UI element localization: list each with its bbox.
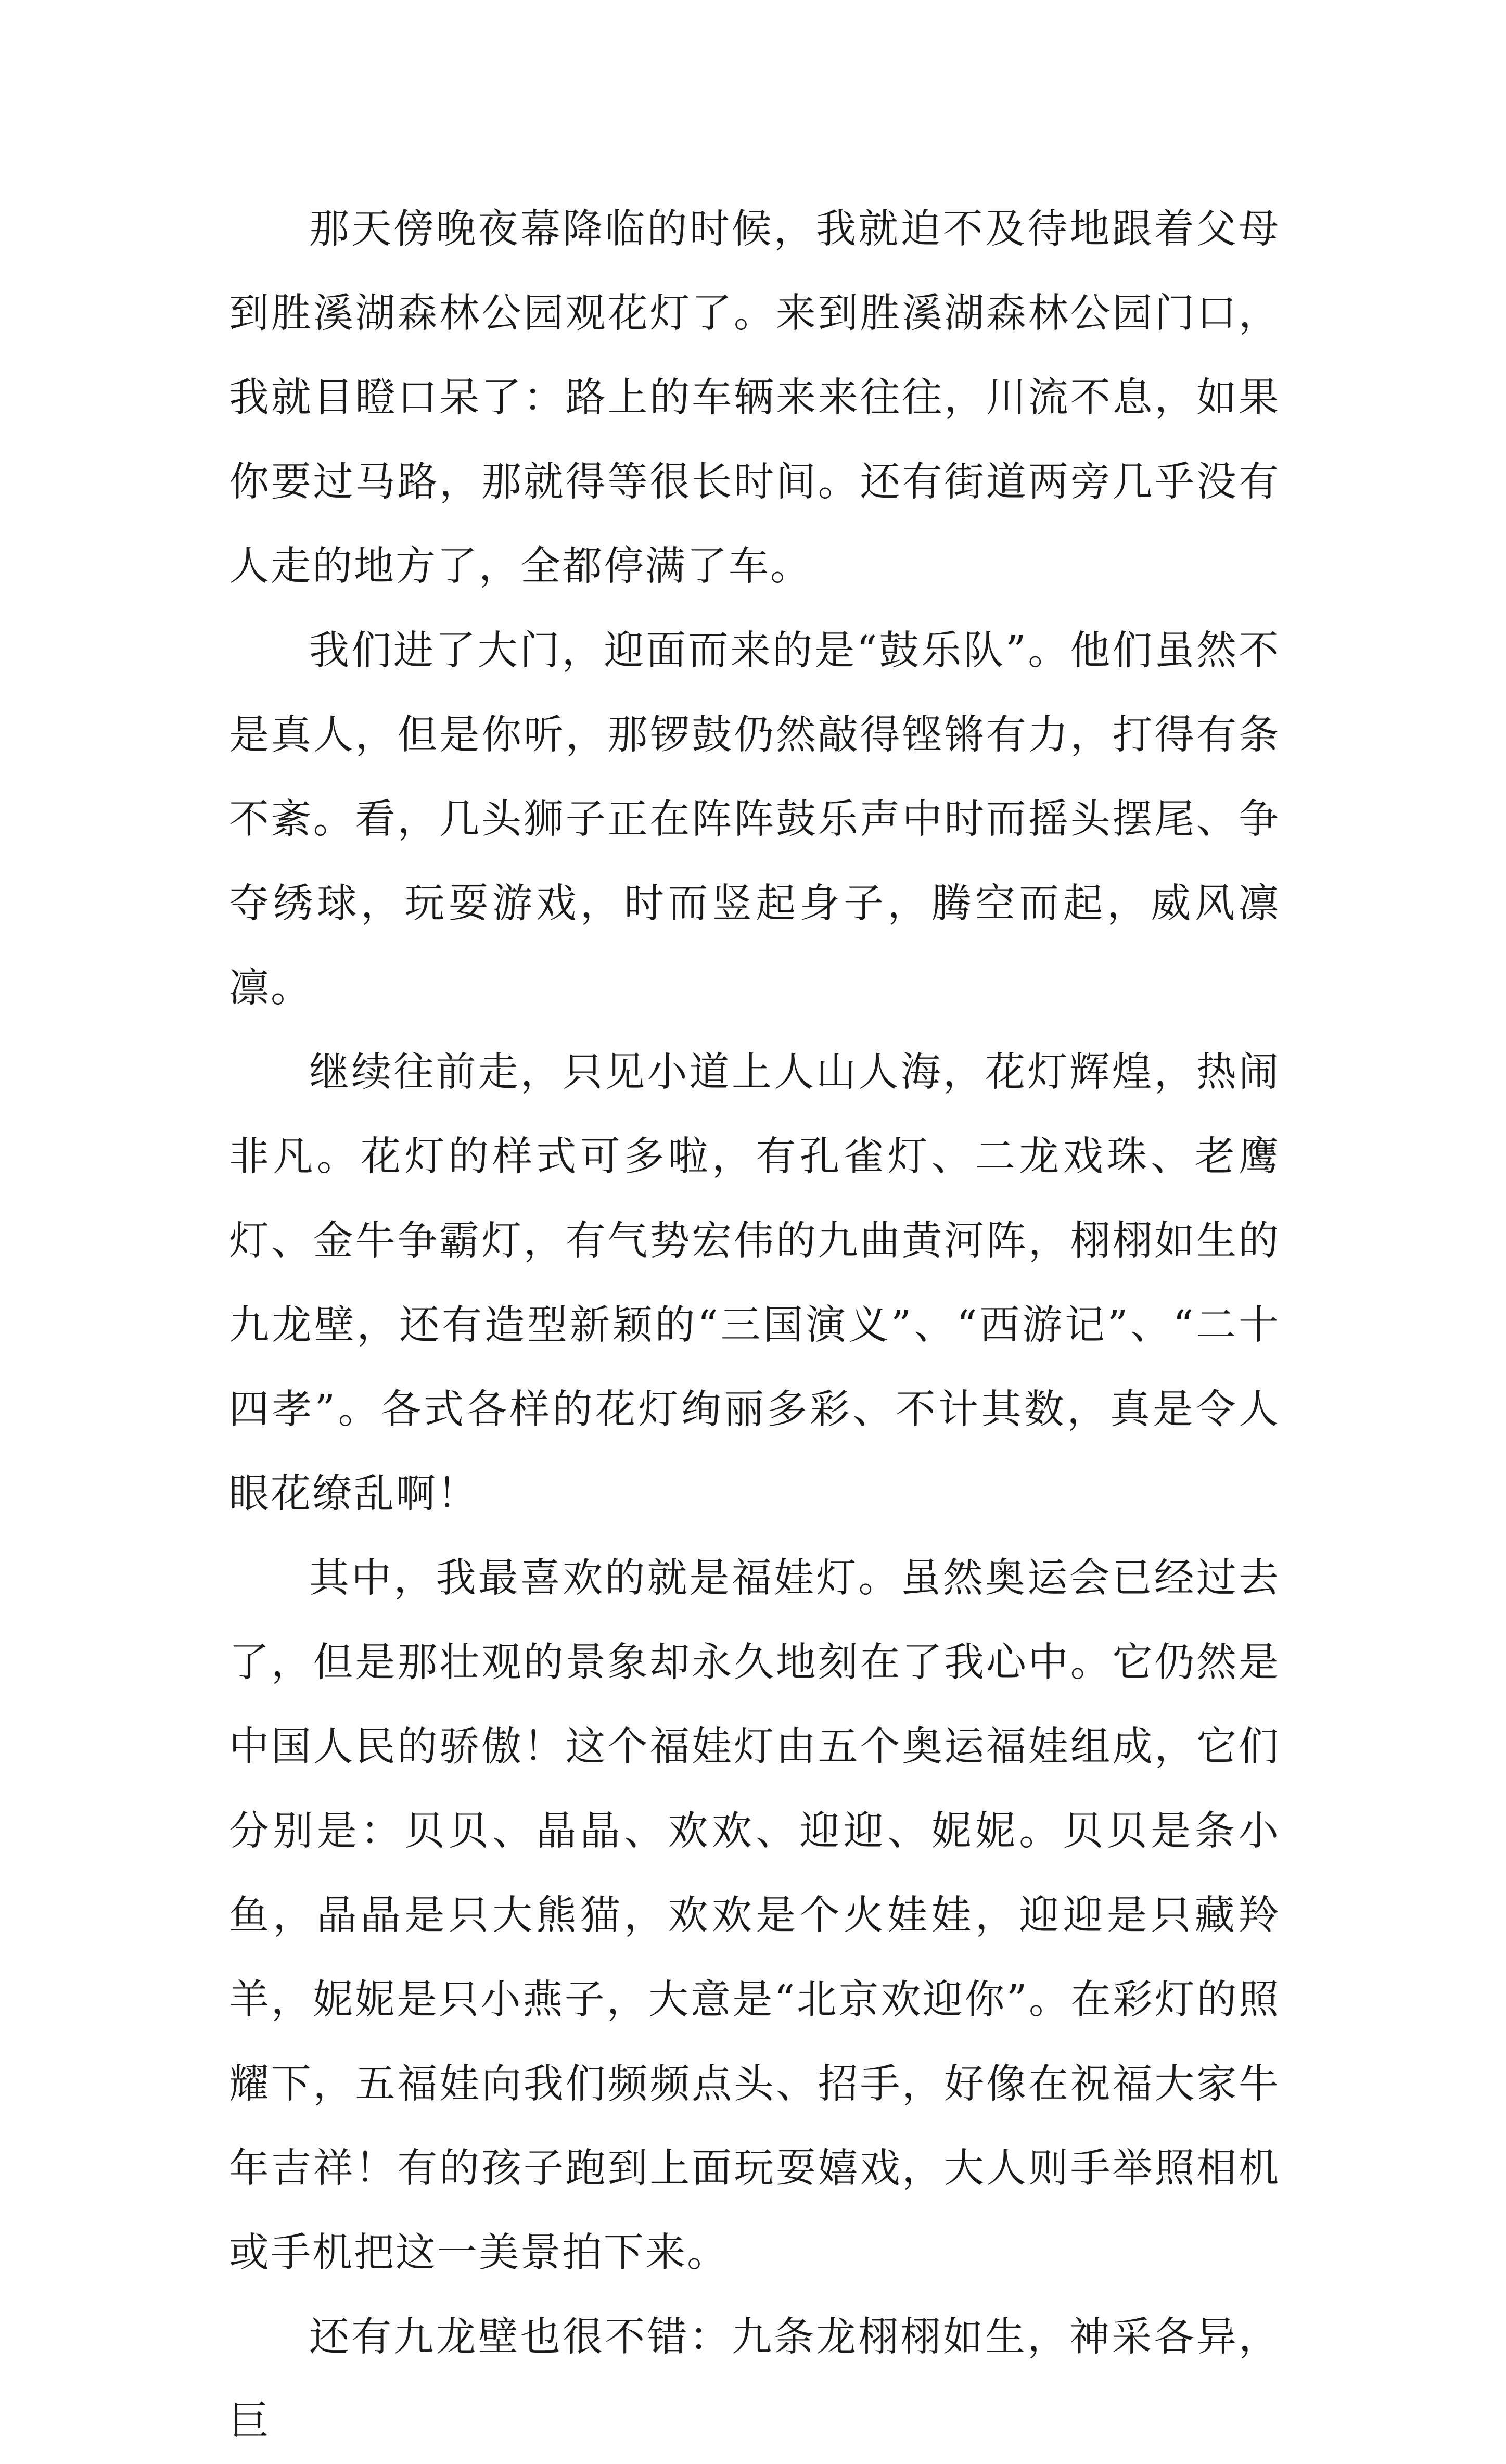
paragraph-1: 那天傍晚夜幕降临的时候，我就迫不及待地跟着父母到胜溪湖森林公园观花灯了。来到胜溪湖森林公园门口，我就目瞪口呆了：路上的车辆来来往往，川流不息，如果你要过马路，那就得等很长时间。还有街道两旁几乎没有人走的地方了，全都停满了车。 xyxy=(229,206,1280,590)
paragraph-4: 其中，我最喜欢的就是福娃灯。虽然奥运会已经过去了，但是那壮观的景象却永久地刻在了我心中。它仍然是中国人民的骄傲！这个福娃灯由五个奥运福娃组成，它们分别是：贝贝、晶晶、欢欢、迎迎、妮妮。贝贝是条小鱼，晶晶是只大熊猫，欢欢是个火娃娃，迎迎是只藏羚羊，妮妮是只小燕子，大意是“北京欢迎你”。在彩灯的照耀下，五福娃向我们频频点头、招手，好像在祝福大家牛年吉祥！有的孩子跑到上面玩耍嬉戏，大人则手举照相机或手机把这一美景拍下来。 xyxy=(229,1555,1280,2276)
essay-body xyxy=(229,187,1280,2464)
paragraph-5: 还有九龙壁也很不错：九条龙栩栩如生，神采各异，巨 xyxy=(229,2314,1280,2445)
paragraph-2: 我们进了大门，迎面而来的是“鼓乐队”。他们虽然不是真人，但是你听，那锣鼓仍然敲得铿锵有力，打得有条不紊。看，几头狮子正在阵阵鼓乐声中时而摇头摆尾、争夺绣球，玩耍游戏，时而竖起身子，腾空而起，威风凛凛。 xyxy=(229,628,1280,1011)
paragraph-3: 继续往前走，只见小道上人山人海，花灯辉煌，热闹非凡。花灯的样式可多啦，有孔雀灯、二龙戏珠、老鹰灯、金牛争霸灯，有气势宏伟的九曲黄河阵，栩栩如生的九龙壁，还有造型新颖的“三国演义”、“西游记”、“二十四孝”。各式各样的花灯绚丽多彩、不计其数，真是令人眼花缭乱啊！ xyxy=(229,1049,1280,1517)
